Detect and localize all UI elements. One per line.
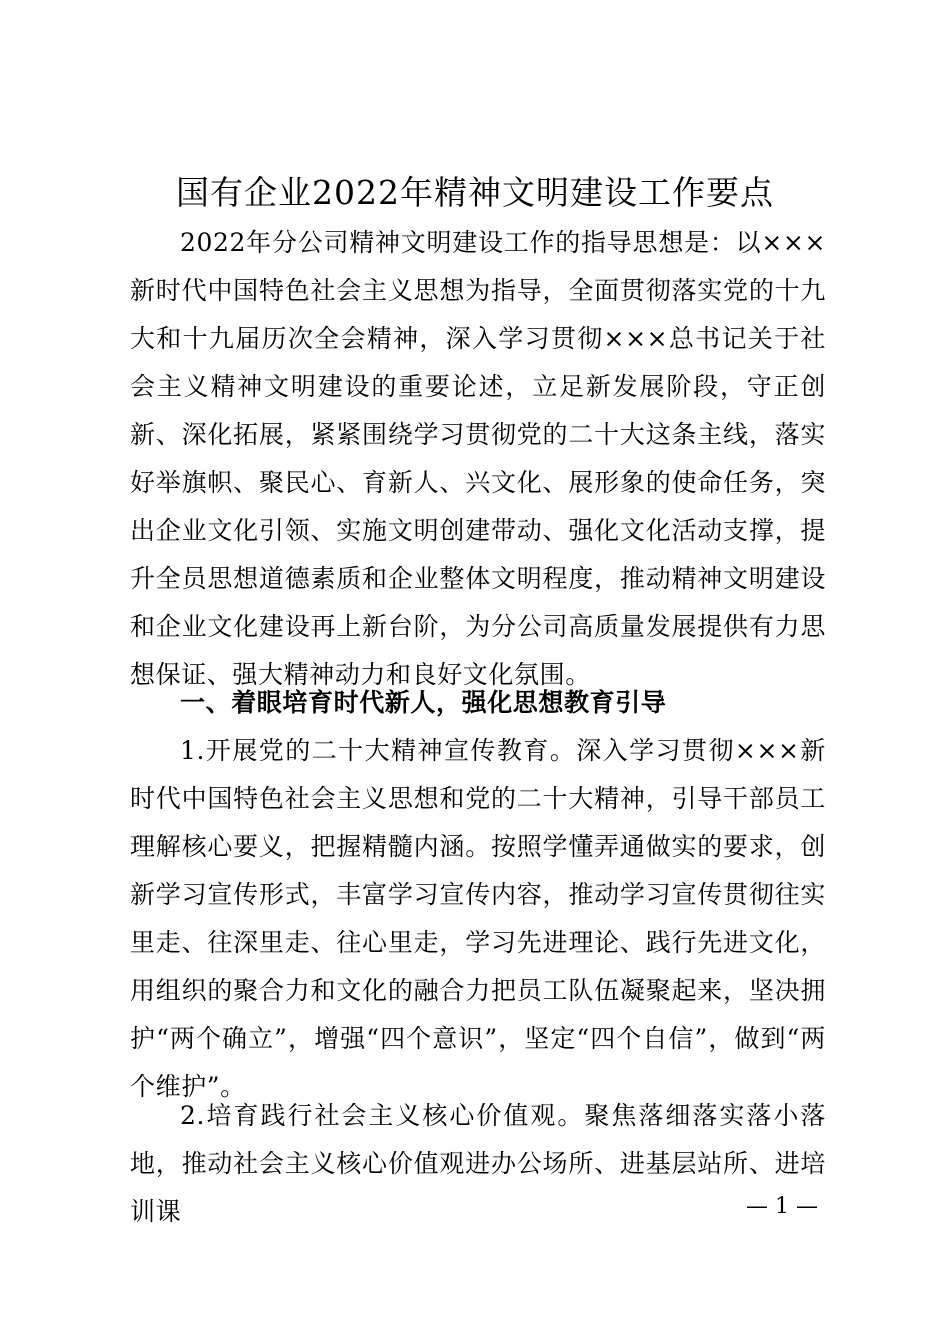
section-heading: 一、着眼培育时代新人，强化思想教育引导	[180, 688, 667, 717]
item-paragraph-1: 1.开展党的二十大精神宣传教育。深入学习贯彻×××新时代中国特色社会主义思想和党的二十大精神，引导干部员工理解核心要义，把握精髓内涵。按照学懂弄通做实的要求，创新学习宣传形式，丰富学习宣传内容，推动学习宣传贯彻往实里走、往深里走、往心里走，学习先进理论、践行先进文化，用组织的聚合力和文化的融合力把员工队伍凝聚起来，坚决拥护“两个确立”，增强“四个意识”，坚定“四个自信”，做到“两个维护”。	[130, 736, 826, 1101]
intro-paragraph: 2022年分公司精神文明建设工作的指导思想是：以×××新时代中国特色社会主义思想为指导，全面贯彻落实党的十九大和十九届历次全会精神，深入学习贯彻×××总书记关于社会主义精神文明建设的重要论述，立足新发展阶段，守正创新、深化拓展，紧紧围绕学习贯彻党的二十大这条主线，落实好举旗帜、聚民心、育新人、兴文化、展形象的使命任务，突出企业文化引领、实施文明创建带动、强化文化活动支撑，提升全员思想道德素质和企业整体文明程度，推动精神文明建设和企业文化建设再上新台阶，为分公司高质量发展提供有力思想保证、强大精神动力和良好文化氛围。	[130, 228, 826, 689]
document-title: 国有企业2022年精神文明建设工作要点	[176, 173, 774, 212]
item-paragraph-2: 2.培育践行社会主义核心价值观。聚焦落细落实落小落地，推动社会主义核心价值观进办公场所、进基层站所、进培训课	[130, 1101, 826, 1226]
page-number: — 1 —	[746, 1194, 818, 1219]
